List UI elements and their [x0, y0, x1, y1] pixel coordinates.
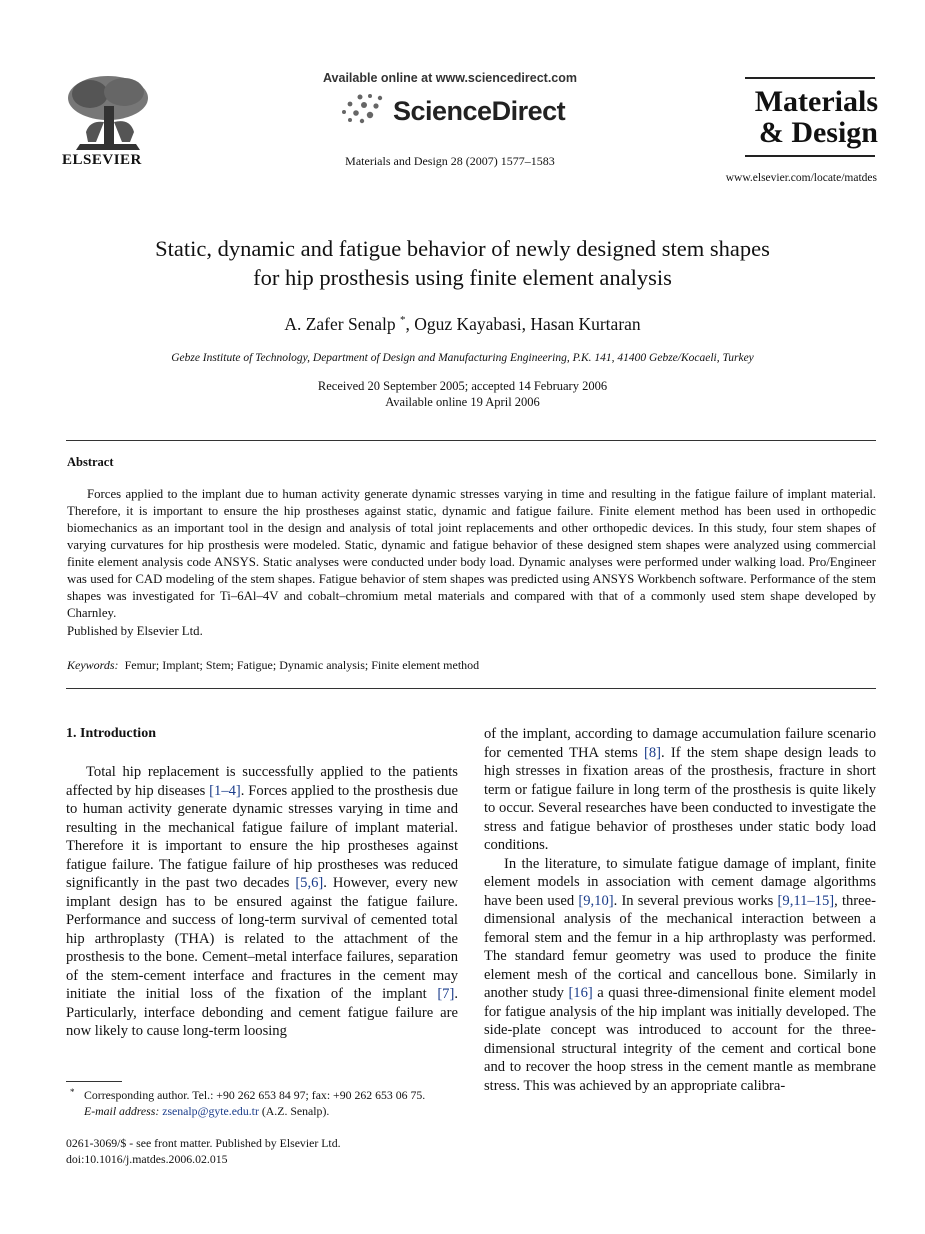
abstract-body [67, 486, 876, 622]
citation-link[interactable]: [8] [643, 744, 662, 761]
citation-link[interactable]: [9,10] [578, 892, 614, 909]
text-run: Total hip replacement is successfully applied to the patients affected by hip diseases [66, 764, 458, 799]
affiliation: Gebze Institute of Technology, Department of Design and Manufacturing Engineering, P.K. 141, 41400 Gebze/Kocaeli, Turkey [171, 352, 754, 364]
intro-paragraph-1-continued [484, 725, 876, 855]
received-date: Received 20 September 2005; accepted 14 February 2006 [317, 379, 608, 393]
front-matter-line: 0261-3069/$ - see front matter. Published by Elsevier Ltd. [66, 1136, 341, 1150]
citation-link[interactable]: [5,6] [295, 875, 324, 891]
available-date: Available online 19 April 2006 [385, 395, 540, 409]
left-column [66, 763, 458, 1041]
journal-citation: Materials and Design 28 (2007) 1577–1583 [345, 154, 555, 168]
abstract-text: Forces applied to the implant due to human activity generate dynamic stresses varying in time and resulting in the fatigue failure of implant material. Therefore, it is important to ensure the hip prostheses against static, dynamic and fatigue failure. Finite element method has been used in orthopedic biomechanics as an important tool in the design and analysis of total joint replacements and other orthopedic devices. In this study, four stem shapes of varying curvatures for hip prosthesis were modeled. Static, dynamic and fatigue behavior of these designed stem shapes were analyzed using commercial finite element analysis code ANSYS. Static analyses were conducted under body load. Dynamic analyses were performed under walking load. Pro/Engineer was used for CAD modeling of the stem shapes. Fatigue behavior of stem shapes was predicted using ANSYS Workbench software. Performance of the stem shapes was investigated for Ti–6Al–4V and cobalt–chromium metal materials and compared with that of a commonly used stem shape developed by Charnley. [67, 487, 876, 620]
article-title [60, 234, 865, 292]
sciencedirect-wordmark: ScienceDirect [393, 96, 566, 126]
right-column [484, 725, 876, 1095]
journal-title [740, 86, 878, 148]
email-link[interactable]: zsenalp@gyte.edu.tr [162, 1104, 259, 1118]
footnote [66, 1087, 466, 1119]
email-suffix: (A.Z. Senalp). [258, 1104, 330, 1118]
elsevier-tree-logo [60, 72, 156, 156]
keywords [67, 658, 479, 673]
abstract-published: Published by Elsevier Ltd. [67, 624, 203, 638]
section-heading: 1. Introduction [66, 726, 156, 741]
text-run: In the literature, to simulate fatigue damage of implant, finite element models in association with cement damage algorithms have been used [484, 855, 876, 909]
intro-paragraph-2 [484, 855, 876, 1096]
text-run: . In several previous works [613, 892, 778, 909]
text-run: . If the stem shape design leads to high stresses in fixation areas of the prosthesis, fracture in short term or fatigue failure in long term of the prosthesis is quite likely to occur. Several researches have been conducted to investigate the stress and fatigue behavior of prostheses under static body load conditions. [484, 744, 876, 853]
citation-link[interactable]: [7] [437, 986, 455, 1002]
journal-title-rule-top [745, 77, 875, 79]
doi[interactable]: doi:10.1016/j.matdes.2006.02.015 [66, 1152, 228, 1166]
footnote-rule [66, 1081, 122, 1082]
text-run: . However, every new implant design has to be ensured against the fatigue failure. Performance and success of long-term survival of cemented total hip arthroplasty (THA) is related to the attachment of the prosthesis to the bone. Cement–metal interface failures, separation of the stem-cement interface and fractures in the cement may initiate the initial loss of the fixation of the implant [66, 875, 458, 1002]
article-title-line2: for hip prosthesis using finite element analysis [253, 265, 672, 290]
text-run: . Particularly, interface debonding and cement fatigue failure are now likely to cause long-term loosing [66, 986, 458, 1039]
text-run: of the implant, according to damage accumulation failure scenario for cemented THA stems [484, 726, 876, 761]
available-online-text: Available online at www.sciencedirect.com [322, 71, 578, 85]
citation-link[interactable]: [1–4] [209, 782, 241, 799]
footnote-email-line [66, 1103, 466, 1119]
text-run: a quasi three-dimensional finite element model for fatigue analysis of the hip implant was initially developed. The side-plate concept was introduced to account for the three-dimensional structural integrity of the cement and cortical bone and to recover the hoop stress in the cement mantle as membrane stress. This was achieved by an appropriate calibra- [484, 985, 876, 1094]
corresponding-author-mark[interactable]: * [399, 314, 406, 327]
keywords-label: Keywords: [67, 658, 119, 672]
abstract-bottom-rule [66, 688, 876, 689]
footnote-mark: * [70, 1087, 75, 1097]
footnote-contact: Corresponding author. Tel.: +90 262 653 84 97; fax: +90 262 653 06 75. [84, 1088, 426, 1102]
article-history [60, 378, 865, 410]
author-first: A. Zafer Senalp [284, 314, 400, 334]
citation-link[interactable]: [16] [568, 985, 593, 1001]
intro-paragraph-1 [66, 763, 458, 1041]
author-list [60, 314, 865, 335]
publisher-name: ELSEVIER [62, 152, 142, 168]
front-matter [66, 1135, 341, 1167]
article-title-line1: Static, dynamic and fatigue behavior of newly designed stem shapes [155, 236, 770, 261]
keywords-list: Femur; Implant; Stem; Fatigue; Dynamic analysis; Finite element method [124, 658, 480, 672]
abstract-heading: Abstract [67, 455, 114, 469]
journal-title-rule-bottom [745, 155, 875, 157]
email-label: E-mail address: [84, 1104, 163, 1118]
text-run: . Forces applied to the prosthesis due to human activity generate dynamic stresses varying in time and resulting in the mechanical fatigue failure of implant material. Therefore it is important to ensure the hip prostheses against fatigue failure. The fatigue failure of hip prostheses was reduced significantly in the past two decades [66, 782, 459, 891]
text-run: , three-dimensional analysis of the mechanical interaction between a femoral stem and the femur in a hip arthroplasty was performed. The standard femur geometry was used to produce the finite element mesh of the cortical and cancellous bone. Similarly in another study [484, 892, 876, 1001]
citation-link[interactable]: [9,11–15] [777, 892, 835, 909]
author-rest: , Oguz Kayabasi, Hasan Kurtaran [405, 314, 641, 334]
journal-title-line2: & Design [758, 116, 878, 149]
sciencedirect-dots-icon [340, 92, 390, 124]
journal-title-line1: Materials [754, 85, 878, 118]
journal-url[interactable]: www.elsevier.com/locate/matdes [725, 172, 877, 184]
abstract-top-rule [66, 440, 876, 441]
